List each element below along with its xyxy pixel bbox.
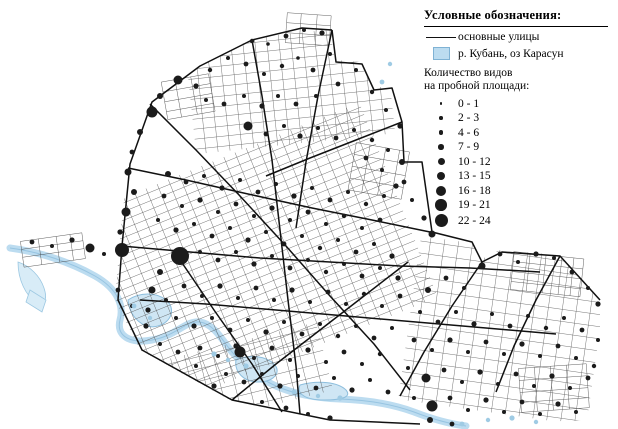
- legend-streets-label: основные улицы: [458, 31, 540, 43]
- legend-item-streets: [424, 31, 610, 43]
- legend-size-row: [424, 140, 610, 155]
- circle-marker-icon: [424, 199, 458, 211]
- legend-size-row: [424, 125, 610, 140]
- legend-size-row: [424, 169, 610, 184]
- legend-size-label: 19 - 21: [458, 199, 491, 212]
- legend-subtitle: [424, 67, 610, 93]
- circle-marker-icon: [424, 214, 458, 227]
- legend-size-row: [424, 212, 610, 229]
- legend-size-label: 0 - 1: [458, 97, 480, 110]
- legend-item-river: [424, 47, 610, 60]
- water-swatch-icon: [424, 47, 458, 60]
- legend-size-classes: [424, 96, 610, 229]
- circle-marker-icon: [424, 172, 458, 181]
- legend-divider: [424, 26, 608, 27]
- legend-title: Условные обозначения:: [424, 8, 562, 22]
- legend-size-row: [424, 154, 610, 169]
- legend-size-label: 4 - 6: [458, 126, 480, 139]
- circle-marker-icon: [424, 144, 458, 150]
- legend-panel: [424, 8, 610, 229]
- legend-size-row: [424, 96, 610, 111]
- circle-marker-icon: [424, 130, 458, 135]
- circle-marker-icon: [424, 186, 458, 196]
- legend-size-row: [424, 183, 610, 198]
- circle-marker-icon: [424, 116, 458, 120]
- legend-subtitle-line1: Количество видов: [424, 67, 513, 79]
- river-kuban: [10, 248, 466, 426]
- legend-size-row: [424, 111, 610, 126]
- legend-size-label: 10 - 12: [458, 155, 491, 168]
- legend-size-label: 7 - 9: [458, 141, 480, 154]
- legend-subtitle-line2: на пробной площади:: [424, 80, 530, 93]
- legend-size-label: 22 - 24: [458, 214, 491, 227]
- line-icon: [424, 37, 458, 38]
- legend-size-label: 16 - 18: [458, 184, 491, 197]
- circle-marker-icon: [424, 102, 458, 105]
- legend-size-label: 13 - 15: [458, 170, 491, 183]
- legend-size-row: [424, 198, 610, 213]
- legend-river-label: р. Кубань, оз Карасун: [458, 47, 564, 60]
- circle-marker-icon: [424, 158, 458, 165]
- legend-size-label: 2 - 3: [458, 112, 480, 125]
